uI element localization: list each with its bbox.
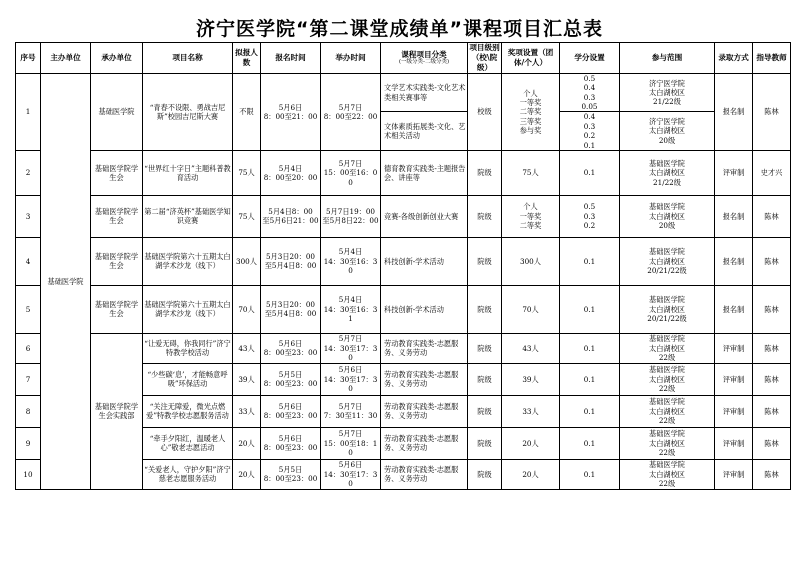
planned-count-cell: 70人 bbox=[233, 285, 261, 333]
hold-time-cell-line: 5月7日 bbox=[338, 334, 363, 344]
signup-time-cell-line: 至5月4日8：00 bbox=[264, 309, 317, 319]
header-credit: 学分设置 bbox=[560, 43, 620, 74]
scope-cell-line: 济宁医学院 bbox=[649, 78, 685, 88]
teacher-cell: 陈林 bbox=[753, 333, 791, 363]
signup-time-cell-line: 5月4日 bbox=[278, 163, 303, 173]
credit-cell-line: 0.4 bbox=[583, 83, 596, 93]
scope-cell-line: 基础医学院 bbox=[649, 247, 685, 257]
signup-time-cell-line: 5月6日 bbox=[278, 102, 303, 112]
admission-cell: 报名制 bbox=[715, 237, 753, 285]
credit-cell-line: 0.3 bbox=[583, 211, 596, 221]
awards-cell bbox=[502, 333, 560, 363]
hold-time-cell bbox=[321, 285, 381, 333]
signup-time-cell bbox=[261, 285, 321, 333]
planned-count-cell: 39人 bbox=[233, 363, 261, 395]
awards-cell bbox=[502, 74, 560, 151]
document-title: 济宁医学院“第二课堂成绩单”课程项目汇总表 bbox=[196, 18, 603, 40]
signup-time-cell-line: 5月6日 bbox=[278, 402, 303, 412]
hold-time-cell-line: 5月7日 bbox=[338, 158, 363, 168]
planned-count-cell: 43人 bbox=[233, 333, 261, 363]
hold-time-cell-line: 15：00至16：00 bbox=[323, 168, 378, 187]
awards-cell-line: 二等奖 bbox=[519, 221, 542, 231]
seq-cell: 8 bbox=[16, 395, 41, 427]
level-cell: 院级 bbox=[468, 363, 502, 395]
credit-cell-line: 0.1 bbox=[583, 343, 596, 353]
project-name-cell: 第二届“济英杯”基础医学知识竞赛 bbox=[143, 195, 233, 237]
scope-cell-line: 太白湖校区 bbox=[649, 438, 685, 448]
level-cell: 院级 bbox=[468, 237, 502, 285]
scope-cell-line: 20/21/22级 bbox=[647, 266, 687, 276]
credit-cell bbox=[560, 112, 620, 150]
signup-time-cell-line: 5月5日 bbox=[278, 370, 303, 380]
awards-cell-line: 个人 bbox=[523, 202, 538, 212]
signup-time-cell-line: 8：00至21：00 bbox=[263, 111, 318, 121]
table-row bbox=[16, 150, 791, 195]
hold-time-cell bbox=[321, 395, 381, 427]
admission-cell: 评审制 bbox=[715, 363, 753, 395]
awards-cell bbox=[502, 459, 560, 489]
credit-cell bbox=[560, 150, 620, 195]
scope-cell bbox=[620, 333, 715, 363]
signup-time-cell-line: 至5月6日21：00 bbox=[262, 216, 319, 226]
scope-cell bbox=[620, 237, 715, 285]
hold-time-cell-line: 至5月8日22：00 bbox=[322, 216, 379, 226]
teacher-cell: 陈林 bbox=[753, 459, 791, 489]
scope-cell-line: 太白湖校区 bbox=[649, 211, 685, 221]
teacher-cell: 陈林 bbox=[753, 195, 791, 237]
credit-cell bbox=[560, 285, 620, 333]
level-cell: 院级 bbox=[468, 285, 502, 333]
awards-cell-line: 20人 bbox=[522, 438, 539, 448]
scope-cell-line: 太白湖校区 bbox=[649, 406, 685, 416]
signup-time-cell bbox=[261, 333, 321, 363]
planned-count-cell: 33人 bbox=[233, 395, 261, 427]
admission-cell: 评审制 bbox=[715, 459, 753, 489]
scope-cell-line: 基础医学院 bbox=[649, 429, 685, 439]
scope-cell-line: 太白湖校区 bbox=[649, 256, 685, 266]
organizer-cell: 基础医学院学生会 bbox=[91, 195, 143, 237]
header-awards: 奖项设置（团体/个人） bbox=[502, 43, 560, 74]
scope-cell bbox=[620, 150, 715, 195]
awards-cell bbox=[502, 363, 560, 395]
signup-time-cell-line: 8：00至20：00 bbox=[263, 172, 318, 182]
header-category bbox=[381, 43, 468, 74]
admission-cell: 评审制 bbox=[715, 333, 753, 363]
organizer-cell: 基础医学院学生会实践部 bbox=[91, 333, 143, 489]
awards-cell-line: 39人 bbox=[522, 374, 539, 384]
hold-time-cell bbox=[321, 333, 381, 363]
hold-time-cell bbox=[321, 195, 381, 237]
credit-cell-line: 0.2 bbox=[583, 221, 596, 231]
awards-cell-line: 300人 bbox=[520, 256, 541, 266]
signup-time-cell bbox=[261, 459, 321, 489]
awards-cell-line: 70人 bbox=[522, 304, 539, 314]
signup-time-cell-line: 8：00至23：00 bbox=[263, 474, 318, 484]
scope-cell-line: 太白湖校区 bbox=[649, 374, 685, 384]
credit-cell-line: 0.2 bbox=[583, 131, 596, 141]
scope-cell-line: 基础医学院 bbox=[649, 334, 685, 344]
awards-cell bbox=[502, 150, 560, 195]
category-cell: 劳动教育实践类-志愿服务、义务劳动 bbox=[381, 427, 468, 459]
scope-cell-line: 22级 bbox=[658, 479, 676, 489]
awards-cell bbox=[502, 395, 560, 427]
header-project: 项目名称 bbox=[143, 43, 233, 74]
category-cell: 文体素质拓展类-文化、艺术相关活动 bbox=[381, 112, 468, 150]
scope-cell-line: 21/22级 bbox=[653, 177, 681, 187]
project-name-cell: “关爱老人，守护夕阳”济宁慈老志愿服务活动 bbox=[143, 459, 233, 489]
hold-time-cell-line: 15：00至18：10 bbox=[323, 438, 378, 458]
signup-time-cell-line: 5月6日 bbox=[278, 434, 303, 444]
level-cell: 院级 bbox=[468, 395, 502, 427]
awards-cell-line: 个人 bbox=[523, 88, 538, 98]
scope-cell bbox=[620, 459, 715, 489]
level-cell: 院级 bbox=[468, 333, 502, 363]
organizer-cell: 基础医学院学生会 bbox=[91, 237, 143, 285]
header-admission: 录取方式 bbox=[715, 43, 753, 74]
credit-cell bbox=[560, 74, 620, 112]
seq-cell: 3 bbox=[16, 195, 41, 237]
host-unit-cell: 基础医学院 bbox=[41, 74, 91, 490]
signup-time-cell-line: 5月5日 bbox=[278, 465, 303, 475]
signup-time-cell-line: 5月3日20：00 bbox=[265, 252, 315, 262]
hold-time-cell-line: 5月4日 bbox=[338, 247, 363, 257]
signup-time-cell bbox=[261, 195, 321, 237]
project-name-cell: 基础医学院第六十五期太白湖学术沙龙（线下） bbox=[143, 285, 233, 333]
admission-cell: 报名制 bbox=[715, 195, 753, 237]
hold-time-cell bbox=[321, 74, 381, 151]
signup-time-cell-line: 5月3日20：00 bbox=[265, 300, 315, 310]
planned-count-cell: 75人 bbox=[233, 195, 261, 237]
project-name-cell: 基础医学院第六十五期太白湖学术沙龙（线下） bbox=[143, 237, 233, 285]
planned-count-cell: 20人 bbox=[233, 427, 261, 459]
awards-cell-line: 参与奖 bbox=[519, 125, 542, 135]
signup-time-cell bbox=[261, 363, 321, 395]
awards-cell bbox=[502, 237, 560, 285]
scope-cell bbox=[620, 74, 715, 112]
organizer-cell: 基础医学院 bbox=[91, 74, 143, 151]
signup-time-cell-line: 8：00至23：00 bbox=[263, 348, 318, 358]
scope-cell-line: 基础医学院 bbox=[649, 397, 685, 407]
scope-cell-line: 基础医学院 bbox=[649, 365, 685, 375]
scope-cell-line: 太白湖校区 bbox=[649, 343, 685, 353]
awards-cell-line: 一等奖 bbox=[519, 211, 542, 221]
project-name-cell: “让爱无碍，你我同行”济宁特教学校活动 bbox=[143, 333, 233, 363]
category-cell: 劳动教育实践类-志愿服务、义务劳动 bbox=[381, 395, 468, 427]
signup-time-cell bbox=[261, 150, 321, 195]
credit-cell-line: 0.1 bbox=[583, 140, 596, 150]
scope-cell-line: 济宁医学院 bbox=[649, 117, 685, 127]
credit-cell-line: 0.1 bbox=[583, 256, 596, 266]
table-row bbox=[16, 74, 791, 112]
credit-cell-line: 0.5 bbox=[583, 74, 596, 83]
scope-cell bbox=[620, 112, 715, 150]
admission-cell: 评审制 bbox=[715, 427, 753, 459]
signup-time-cell bbox=[261, 74, 321, 151]
scope-cell bbox=[620, 363, 715, 395]
awards-cell-line: 三等奖 bbox=[519, 116, 542, 126]
credit-cell bbox=[560, 459, 620, 489]
hold-time-cell-line: 5月6日 bbox=[338, 460, 363, 470]
planned-count-cell: 不限 bbox=[233, 74, 261, 151]
signup-time-cell-line: 8：00至23：00 bbox=[263, 411, 318, 421]
project-name-cell: “关注无障爱，微光点燃爱”特教学校志愿服务活动 bbox=[143, 395, 233, 427]
planned-count-cell: 75人 bbox=[233, 150, 261, 195]
category-cell: 劳动教育实践类-志愿服务、义务劳动 bbox=[381, 363, 468, 395]
credit-cell-line: 0.05 bbox=[581, 102, 598, 112]
level-cell: 院级 bbox=[468, 195, 502, 237]
seq-cell: 1 bbox=[16, 74, 41, 151]
awards-cell bbox=[502, 285, 560, 333]
teacher-cell: 陈林 bbox=[753, 363, 791, 395]
hold-time-cell bbox=[321, 363, 381, 395]
table-row bbox=[16, 285, 791, 333]
signup-time-cell-line: 5月4日8：00 bbox=[268, 207, 313, 217]
scope-cell-line: 20级 bbox=[658, 221, 676, 231]
table-row bbox=[16, 237, 791, 285]
seq-cell: 7 bbox=[16, 363, 41, 395]
category-cell: 科技创新-学术活动 bbox=[381, 237, 468, 285]
category-cell: 劳动教育实践类-志愿服务、义务劳动 bbox=[381, 333, 468, 363]
scope-cell-line: 22级 bbox=[658, 384, 676, 394]
hold-time-cell-line: 5月4日 bbox=[338, 295, 363, 305]
scope-cell-line: 基础医学院 bbox=[649, 295, 685, 305]
awards-cell-line: 一等奖 bbox=[519, 97, 542, 107]
signup-time-cell bbox=[261, 427, 321, 459]
header-planned: 拟报人数 bbox=[233, 43, 261, 74]
level-cell: 院级 bbox=[468, 150, 502, 195]
scope-cell-line: 基础医学院 bbox=[649, 460, 685, 470]
teacher-cell: 陈林 bbox=[753, 427, 791, 459]
awards-cell-line: 43人 bbox=[522, 343, 539, 353]
credit-cell-line: 0.1 bbox=[583, 438, 596, 448]
credit-cell bbox=[560, 427, 620, 459]
level-cell: 院级 bbox=[468, 459, 502, 489]
category-cell: 文学艺术实践类-文化艺术类相关赛事等 bbox=[381, 74, 468, 112]
credit-cell-line: 0.1 bbox=[583, 406, 596, 416]
admission-cell: 评审制 bbox=[715, 150, 753, 195]
scope-cell-line: 22级 bbox=[658, 353, 676, 363]
hold-time-cell-line: 8：00至22：00 bbox=[323, 111, 378, 121]
planned-count-cell: 300人 bbox=[233, 237, 261, 285]
header-signup-time: 报名时间 bbox=[261, 43, 321, 74]
credit-cell-line: 0.3 bbox=[583, 121, 596, 131]
admission-cell: 报名制 bbox=[715, 285, 753, 333]
header-host: 主办单位 bbox=[41, 43, 91, 74]
organizer-cell: 基础医学院学生会 bbox=[91, 285, 143, 333]
level-cell: 院级 bbox=[468, 427, 502, 459]
signup-time-cell-line: 至5月4日8：00 bbox=[264, 261, 317, 271]
teacher-cell: 陈林 bbox=[753, 237, 791, 285]
scope-cell-line: 太白湖校区 bbox=[649, 469, 685, 479]
admission-cell: 评审制 bbox=[715, 395, 753, 427]
seq-cell: 4 bbox=[16, 237, 41, 285]
header-teacher: 指导教师 bbox=[753, 43, 791, 74]
level-cell: 校级 bbox=[468, 74, 502, 151]
hold-time-cell-line: 14：30至17：30 bbox=[323, 374, 378, 394]
teacher-cell: 陈林 bbox=[753, 285, 791, 333]
seq-cell: 2 bbox=[16, 150, 41, 195]
scope-cell bbox=[620, 285, 715, 333]
credit-cell bbox=[560, 333, 620, 363]
hold-time-cell-line: 5月7日19：00 bbox=[325, 207, 375, 217]
header-scope: 参与范围 bbox=[620, 43, 715, 74]
scope-cell-line: 基础医学院 bbox=[649, 158, 685, 168]
credit-cell-line: 0.1 bbox=[583, 469, 596, 479]
credit-cell-line: 0.5 bbox=[583, 202, 596, 212]
course-summary-table bbox=[15, 42, 791, 490]
header-organizer: 承办单位 bbox=[91, 43, 143, 74]
scope-cell bbox=[620, 195, 715, 237]
signup-time-cell-line: 8：00至23：00 bbox=[263, 443, 318, 453]
admission-cell: 报名制 bbox=[715, 74, 753, 151]
seq-cell: 9 bbox=[16, 427, 41, 459]
header-category-sub: (一级分类-二级分类) bbox=[398, 59, 450, 66]
hold-time-cell-line: 5月7日 bbox=[338, 402, 363, 412]
header-level: 项目级别（校\院级） bbox=[469, 43, 500, 72]
scope-cell-line: 太白湖校区 bbox=[649, 168, 685, 178]
hold-time-cell-line: 5月6日 bbox=[338, 365, 363, 375]
category-cell: 德育教育实践类-主题报告会、讲座等 bbox=[381, 150, 468, 195]
credit-cell bbox=[560, 363, 620, 395]
teacher-cell: 史才兴 bbox=[753, 150, 791, 195]
credit-cell bbox=[560, 195, 620, 237]
header-seq: 序号 bbox=[16, 43, 41, 74]
table-row bbox=[16, 195, 791, 237]
scope-cell bbox=[620, 427, 715, 459]
hold-time-cell bbox=[321, 237, 381, 285]
scope-cell-line: 太白湖校区 bbox=[649, 88, 685, 98]
hold-time-cell bbox=[321, 150, 381, 195]
hold-time-cell-line: 7：30至11：30 bbox=[323, 411, 378, 421]
project-name-cell: “世界红十字日”主题科普教育活动 bbox=[143, 150, 233, 195]
credit-cell-line: 0.1 bbox=[583, 168, 596, 178]
header-hold-time: 举办时间 bbox=[321, 43, 381, 74]
credit-cell bbox=[560, 395, 620, 427]
credit-cell-line: 0.4 bbox=[583, 112, 596, 122]
teacher-cell: 陈林 bbox=[753, 395, 791, 427]
hold-time-cell-line: 14：30至16：31 bbox=[323, 304, 378, 324]
signup-time-cell-line: 8：00至23：00 bbox=[263, 379, 318, 389]
category-cell: 竞赛-各级创新创业大赛 bbox=[381, 195, 468, 237]
hold-time-cell-line: 14：30至17：30 bbox=[323, 469, 378, 489]
hold-time-cell bbox=[321, 459, 381, 489]
hold-time-cell bbox=[321, 427, 381, 459]
signup-time-cell-line: 5月6日 bbox=[278, 339, 303, 349]
scope-cell-line: 太白湖校区 bbox=[649, 126, 685, 136]
seq-cell: 10 bbox=[16, 459, 41, 489]
awards-cell bbox=[502, 195, 560, 237]
scope-cell-line: 太白湖校区 bbox=[649, 304, 685, 314]
credit-cell-line: 0.1 bbox=[583, 304, 596, 314]
scope-cell-line: 20级 bbox=[658, 135, 676, 145]
hold-time-cell-line: 14：30至17：30 bbox=[323, 343, 378, 363]
hold-time-cell-line: 5月7日 bbox=[338, 429, 363, 439]
project-name-cell: “青春不设限、勇战吉尼斯”校园吉尼斯大赛 bbox=[143, 74, 233, 151]
planned-count-cell: 20人 bbox=[233, 459, 261, 489]
credit-cell bbox=[560, 237, 620, 285]
credit-cell-line: 0.1 bbox=[583, 374, 596, 384]
teacher-cell: 陈林 bbox=[753, 74, 791, 151]
scope-cell-line: 20/21/22级 bbox=[647, 314, 687, 324]
credit-cell-line: 0.3 bbox=[583, 92, 596, 102]
signup-time-cell bbox=[261, 237, 321, 285]
hold-time-cell-line: 14：30至16：30 bbox=[323, 256, 378, 276]
awards-cell-line: 75人 bbox=[522, 168, 539, 178]
seq-cell: 6 bbox=[16, 333, 41, 363]
awards-cell bbox=[502, 427, 560, 459]
table-row bbox=[16, 333, 791, 363]
category-cell: 科技创新-学术活动 bbox=[381, 285, 468, 333]
scope-cell-line: 22级 bbox=[658, 448, 676, 458]
hold-time-cell-line: 5月7日 bbox=[338, 102, 363, 112]
scope-cell-line: 22级 bbox=[658, 416, 676, 426]
category-cell: 劳动教育实践类-志愿服务、义务劳动 bbox=[381, 459, 468, 489]
header-category-main: 课程项目分类 bbox=[401, 49, 447, 59]
awards-cell-line: 二等奖 bbox=[519, 107, 542, 117]
scope-cell bbox=[620, 395, 715, 427]
organizer-cell: 基础医学院学生会 bbox=[91, 150, 143, 195]
awards-cell-line: 20人 bbox=[522, 469, 539, 479]
seq-cell: 5 bbox=[16, 285, 41, 333]
header-row bbox=[16, 43, 791, 74]
project-name-cell: “牵手夕阳红，温暖老人心”敬老志愿活动 bbox=[143, 427, 233, 459]
scope-cell-line: 基础医学院 bbox=[649, 202, 685, 212]
project-name-cell: “少些碳‘息’，才能畅意呼吸”环保活动 bbox=[143, 363, 233, 395]
awards-cell-line: 33人 bbox=[522, 406, 539, 416]
scope-cell-line: 21/22级 bbox=[653, 97, 681, 107]
signup-time-cell bbox=[261, 395, 321, 427]
